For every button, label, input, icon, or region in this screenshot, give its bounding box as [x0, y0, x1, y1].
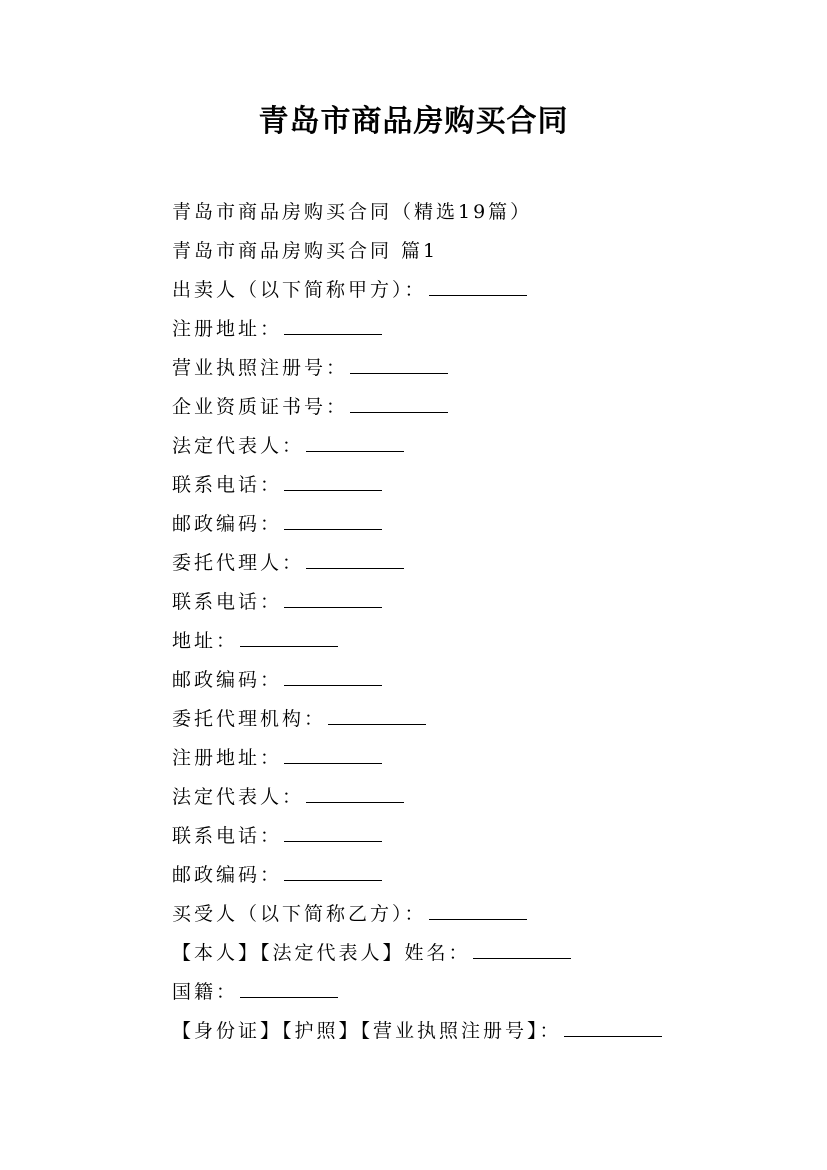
fill-in-blank — [284, 587, 382, 608]
line-text: 联系电话： — [172, 591, 283, 613]
fill-in-blank — [284, 509, 382, 530]
line-text: 注册地址： — [172, 318, 283, 340]
line-text: 青岛市商品房购买合同（精选19篇） — [172, 201, 533, 223]
fill-in-blank — [350, 353, 448, 374]
fill-in-blank — [284, 665, 382, 686]
line-text: 买受人（以下简称乙方）： — [172, 903, 427, 925]
line-text: 营业执照注册号： — [172, 357, 349, 379]
line-text: 联系电话： — [172, 474, 283, 496]
contract-line — [172, 193, 772, 232]
fill-in-blank — [429, 275, 527, 296]
contract-line — [172, 310, 772, 349]
line-text: 邮政编码： — [172, 513, 283, 535]
contract-body — [172, 193, 772, 1051]
line-text: 委托代理人： — [172, 552, 305, 574]
fill-in-blank — [240, 626, 338, 647]
contract-line — [172, 661, 772, 700]
line-text: 法定代表人： — [172, 435, 305, 457]
contract-line — [172, 739, 772, 778]
line-text: 出卖人（以下简称甲方）： — [172, 279, 427, 301]
contract-line — [172, 583, 772, 622]
contract-line — [172, 622, 772, 661]
fill-in-blank — [284, 821, 382, 842]
contract-line — [172, 778, 772, 817]
fill-in-blank — [306, 431, 404, 452]
line-text: 邮政编码： — [172, 669, 283, 691]
fill-in-blank — [429, 899, 527, 920]
fill-in-blank — [284, 314, 382, 335]
fill-in-blank — [306, 782, 404, 803]
line-text: 地址： — [172, 630, 239, 652]
contract-line — [172, 427, 772, 466]
contract-line — [172, 505, 772, 544]
contract-line — [172, 895, 772, 934]
line-text: 【身份证】【护照】【营业执照注册号】： — [172, 1020, 562, 1042]
contract-line — [172, 700, 772, 739]
contract-line — [172, 271, 772, 310]
line-text: 法定代表人： — [172, 786, 305, 808]
fill-in-blank — [473, 938, 571, 959]
contract-line — [172, 232, 772, 271]
fill-in-blank — [284, 743, 382, 764]
line-text: 国籍： — [172, 981, 239, 1003]
line-text: 联系电话： — [172, 825, 283, 847]
fill-in-blank — [284, 470, 382, 491]
contract-line — [172, 973, 772, 1012]
contract-line — [172, 544, 772, 583]
fill-in-blank — [328, 704, 426, 725]
fill-in-blank — [564, 1016, 662, 1037]
contract-line — [172, 349, 772, 388]
contract-line — [172, 1012, 772, 1051]
contract-line — [172, 466, 772, 505]
document-title: 青岛市商品房购买合同 — [258, 104, 569, 139]
contract-line — [172, 856, 772, 895]
fill-in-blank — [240, 977, 338, 998]
contract-line — [172, 388, 772, 427]
line-text: 企业资质证书号： — [172, 396, 349, 418]
contract-line — [172, 817, 772, 856]
line-text: 邮政编码： — [172, 864, 283, 886]
line-text: 青岛市商品房购买合同 篇1 — [172, 240, 439, 262]
line-text: 【本人】【法定代表人】姓名： — [172, 942, 471, 964]
line-text: 委托代理机构： — [172, 708, 327, 730]
fill-in-blank — [284, 860, 382, 881]
line-text: 注册地址： — [172, 747, 283, 769]
fill-in-blank — [350, 392, 448, 413]
contract-line — [172, 934, 772, 973]
fill-in-blank — [306, 548, 404, 569]
